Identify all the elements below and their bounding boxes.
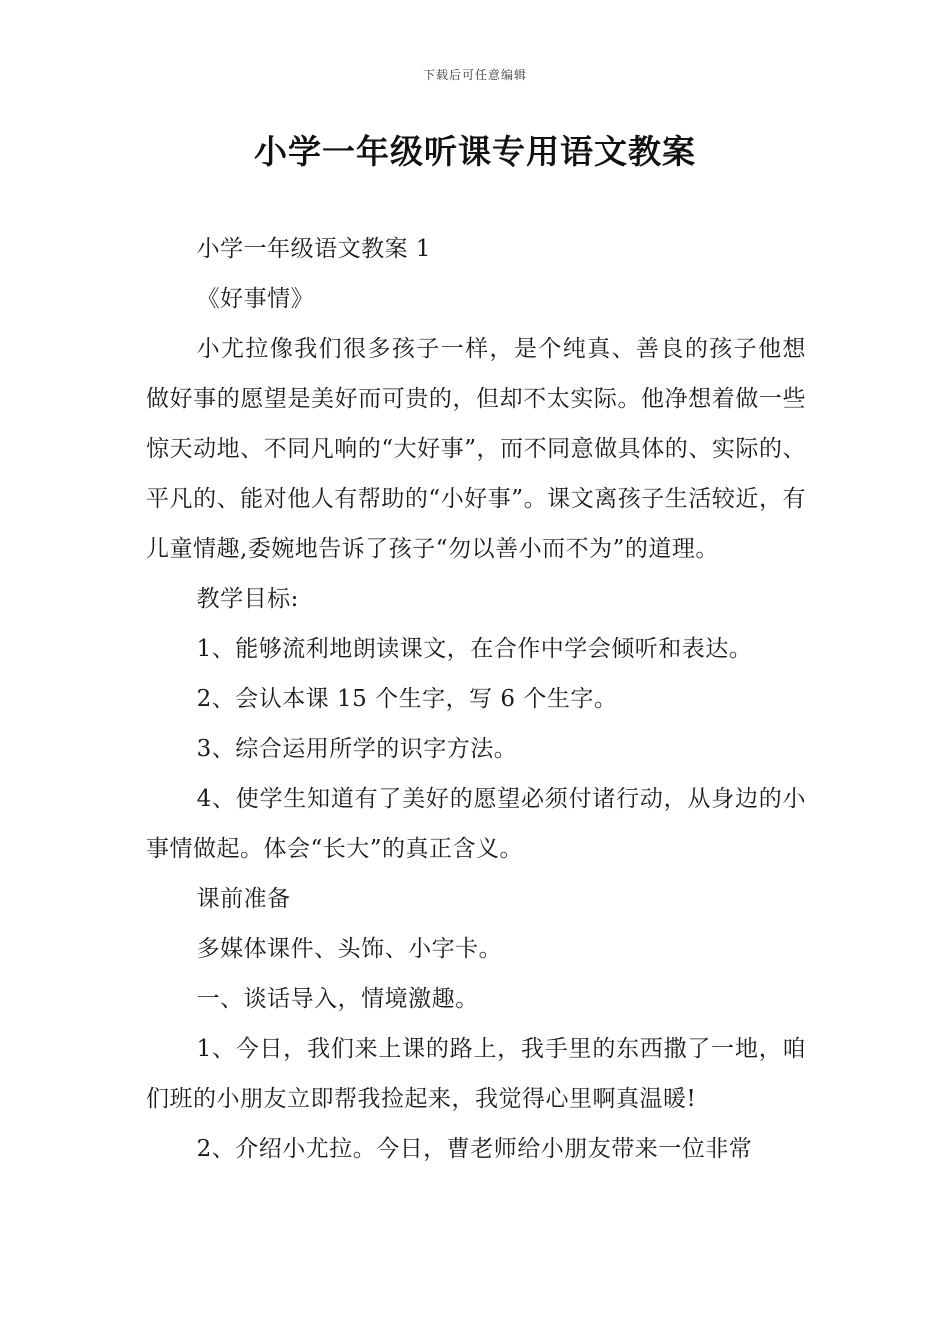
paragraph-goal-4: 4、使学生知道有了美好的愿望必须付诸行动，从身边的小事情做起。体会“长大”的真正含义。 <box>146 786 806 862</box>
document-title: 小学一年级听课专用语文教案 <box>254 132 696 171</box>
header-note: 下载后可任意编辑 <box>422 68 527 82</box>
document-body <box>146 224 806 1174</box>
paragraph-section-1: 一、谈话导入，情境激趣。 <box>196 986 479 1012</box>
paragraph-lesson-heading: 小学一年级语文教案 1 <box>196 236 432 262</box>
paragraph-goal-1: 1、能够流利地朗读课文，在合作中学会倾听和表达。 <box>196 636 753 662</box>
paragraph-prep-materials: 多媒体课件、头饰、小字卡。 <box>196 936 503 962</box>
paragraph-lesson-name: 《好事情》 <box>196 286 315 312</box>
paragraph-goal-2: 2、会认本课 15 个生字，写 6 个生字。 <box>196 686 618 712</box>
paragraph-goal-3: 3、综合运用所学的识字方法。 <box>196 736 518 762</box>
paragraph-intro: 小尤拉像我们很多孩子一样，是个纯真、善良的孩子他想做好事的愿望是美好而可贵的，但却不太实际。他净想着做一些惊天动地、不同凡响的“大好事”，而不同意做具体的、实际的、平凡的、能对他人有帮助的“小好事”。课文离孩子生活较近，有儿童情趣,委婉地告诉了孩子“勿以善小而不为”的道理。 <box>146 336 806 562</box>
paragraph-prep-heading: 课前准备 <box>196 886 291 912</box>
paragraph-goals-heading: 教学目标: <box>196 586 299 612</box>
paragraph-step-1: 1、今日，我们来上课的路上，我手里的东西撒了一地，咱们班的小朋友立即帮我捡起来，我觉得心里啊真温暖! <box>146 1036 806 1112</box>
paragraph-step-2: 2、介绍小尤拉。今日，曹老师给小朋友带来一位非常 <box>196 1136 753 1162</box>
